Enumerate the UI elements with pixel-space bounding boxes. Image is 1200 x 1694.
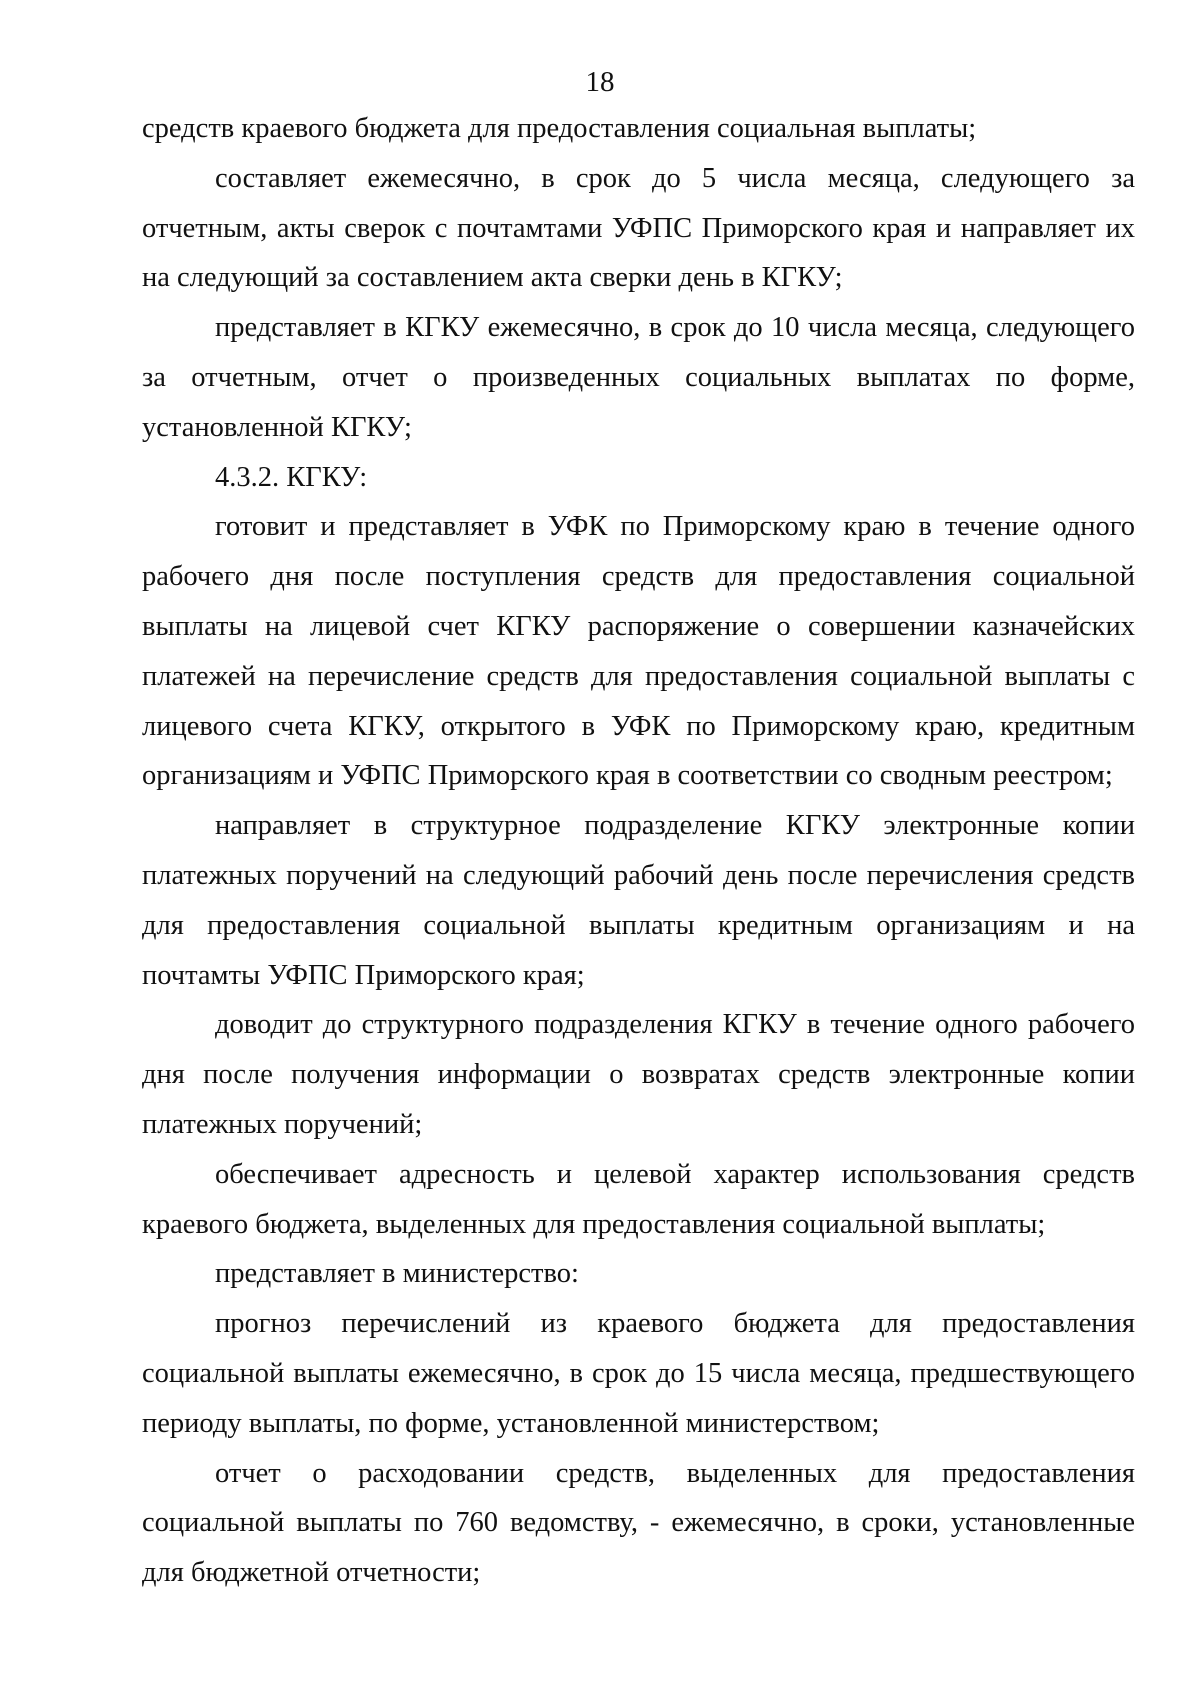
paragraph-otchet-kgku: представляет в КГКУ ежемесячно, в срок до 10 числа месяца, следующего за отчетным, отчет о произведенных социальных выплатах по форме, установленной КГКУ; [142,312,1135,443]
section-heading-4-3-2: 4.3.2. КГКУ: [215,461,368,493]
document-body [142,104,1135,1598]
paragraph-vozvraty: доводит до структурного подразделения КГКУ в течение одного рабочего дня после получения информации о возвратах средств электронные копии платежных поручений; [142,1009,1135,1140]
paragraph-predstavlyaet: представляет в министерство: [215,1258,579,1290]
paragraph-rasporyazhenie: готовит и представляет в УФК по Приморскому краю в течение одного рабочего дня после поступления средств для предоставления социальной выплаты на лицевой счет КГКУ распоряжение о совершении казначейских платежей на перечисление средств для предоставления социальной выплаты с лицевого счета КГКУ, открытого в УФК по Приморскому краю, кредитным организациям и УФПС Приморского края в соответствии со сводным реестром; [142,511,1135,792]
paragraph-prognoz: прогноз перечислений из краевого бюджета для предоставления социальной выплаты ежемесячно, в срок до 15 числа месяца, предшествующего периоду выплаты, по форме, установленной министерством; [142,1308,1135,1439]
paragraph-continuation: средств краевого бюджета для предоставления социальная выплаты; [142,113,977,144]
paragraph-adresnost: обеспечивает адресность и целевой характер использования средств краевого бюджета, выделенных для предоставления социальной выплаты; [142,1158,1135,1240]
paragraph-otchet-raskhodovanie: отчет о расходовании средств, выделенных для предоставления социальной выплаты по 760 ведомству, - ежемесячно, в сроки, установленные для бюджетной отчетности; [142,1457,1135,1589]
paragraph-akty-sverok: составляет ежемесячно, в срок до 5 числа месяца, следующего за отчетным, акты сверок с почтамтами УФПС Приморского края и направляет их на следующий за составлением акта сверки день в КГКУ; [142,162,1135,294]
page-number: 18 [585,66,615,98]
paragraph-elektronnye-kopii: направляет в структурное подразделение КГКУ электронные копии платежных поручений на следующий рабочий день после перечисления средств для предоставления социальной выплаты кредитным организациям и на почтамты УФПС Приморского края; [142,810,1135,991]
